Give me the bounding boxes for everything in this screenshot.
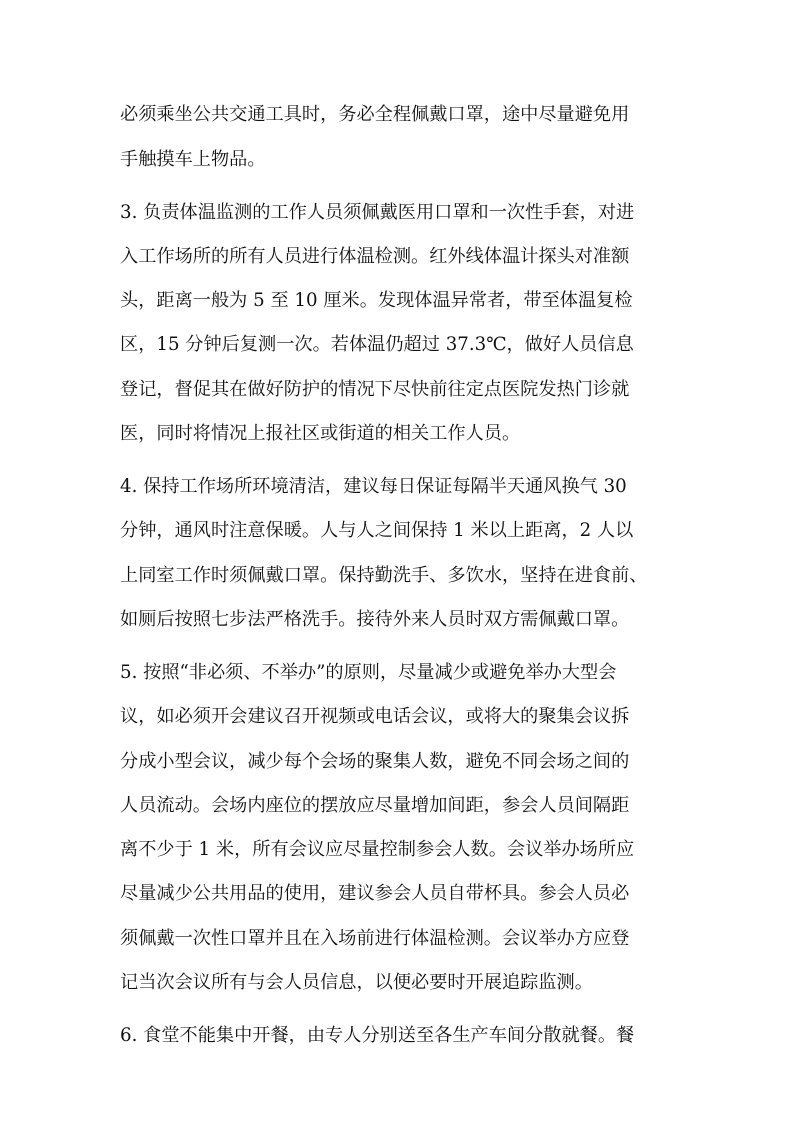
text-line: 须佩戴一次性口罩并且在入场前进行体温检测。会议举办方应登 — [120, 928, 630, 949]
text-line: 头，距离一般为 5 至 10 厘米。发现体温异常者，带至体温复检 — [120, 290, 633, 311]
text-line: 记当次会议所有与会人员信息，以便必要时开展追踪监测。 — [120, 972, 593, 993]
text-line: 医，同时将情况上报社区或街道的相关工作人员。 — [120, 423, 521, 444]
text-line: 区，15 分钟后复测一次。若体温仍超过 37.3℃，做好人员信息 — [120, 334, 634, 355]
text-line: 分成小型会议，减少每个会场的聚集人数，避免不同会场之间的 — [120, 751, 630, 772]
text-line: 4. 保持工作场所环境清洁，建议每日保证每隔半天通风换气 30 — [120, 476, 627, 497]
text-line: 议，如必须开会建议召开视频或电话会议，或将大的聚集会议拆 — [120, 706, 630, 727]
text-line: 5. 按照“非必须、不举办”的原则，尽量减少或避免举办大型会 — [120, 662, 617, 683]
text-line: 3. 负责体温监测的工作人员须佩戴医用口罩和一次性手套，对进 — [120, 202, 635, 223]
text-line: 分钟，通风时注意保暖。人与人之间保持 1 米以上距离，2 人以 — [120, 520, 634, 541]
text-line: 必须乘坐公共交通工具时，务必全程佩戴口罩，途中尽量避免用 — [120, 104, 630, 125]
text-line: 如厕后按照七步法严格洗手。接待外来人员时双方需佩戴口罩。 — [120, 609, 630, 630]
text-line: 6. 食堂不能集中开餐，由专人分别送至各生产车间分散就餐。餐 — [120, 1025, 635, 1046]
text-line: 登记，督促其在做好防护的情况下尽快前往定点医院发热门诊就 — [120, 379, 630, 400]
text-line: 尽量减少公共用品的使用，建议参会人员自带杯具。参会人员必 — [120, 883, 630, 904]
text-line: 上同室工作时须佩戴口罩。保持勤洗手、多饮水，坚持在进食前、 — [120, 565, 648, 586]
text-line: 离不少于 1 米，所有会议应尽量控制参会人数。会议举办场所应 — [120, 839, 635, 860]
text-line: 人员流动。会场内座位的摆放应尽量增加间距，参会人员间隔距 — [120, 795, 630, 816]
text-line: 手触摸车上物品。 — [120, 149, 266, 170]
text-line: 入工作场所的所有人员进行体温检测。红外线体温计探头对准额 — [120, 246, 630, 267]
